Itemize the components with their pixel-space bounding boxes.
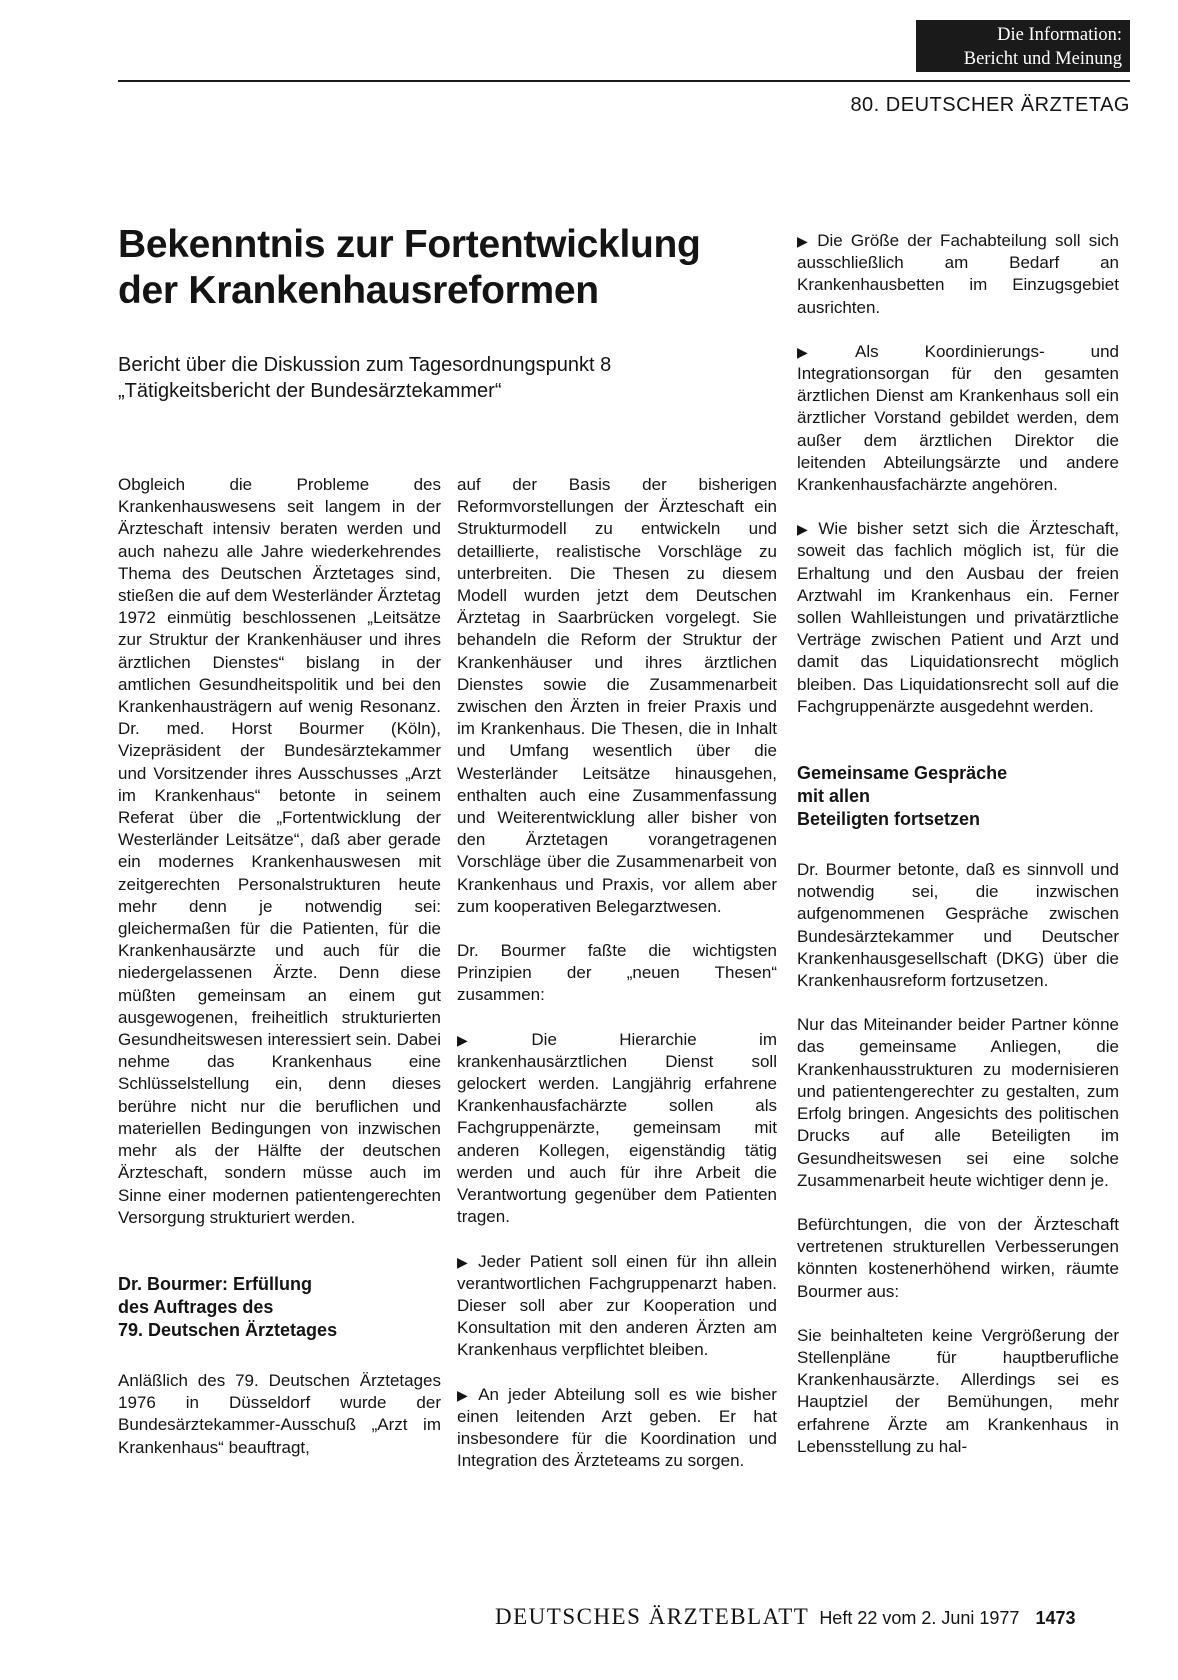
badge-line-2: Bericht und Meinung: [963, 49, 1122, 69]
bullet-text: Wie bisher setzt sich die Ärzteschaft, soweit das fachlich möglich ist, für die Erhaltung und den Ausbau der freien Arztwahl im Krankenhaus ein. Ferner sollen Wahlleistungen und privatärztliche Verträge zwischen Patient und Arzt und damit das Liquidationsrecht möglich bleiben. Das Liquidationsrecht soll auf die Fachgruppenärzte ausgedehnt werden.: [797, 519, 1119, 716]
paragraph: Nur das Miteinander beider Partner könne das gemeinsame Anliegen, die Krankenhausstrukturen zu modernisieren und patientengerechter zu gestalten, zum Erfolg bringen. Angesichts des politischen Drucks auf alle Beteiligten im Gesundheitswesen sei eine solche Zusammenarbeit heute wichtiger denn je.: [797, 1015, 1119, 1190]
subtitle-line-1: Bericht über die Diskussion zum Tagesordnungspunkt 8: [118, 354, 612, 376]
column-2: [457, 474, 777, 1472]
paragraph: Dr. Bourmer faßte die wichtigsten Prinzipien der „neuen Thesen“ zusammen:: [457, 941, 777, 1005]
triangle-bullet-icon: ▶: [457, 1386, 473, 1403]
column-3: [797, 230, 1119, 1458]
article-subtitle: [118, 352, 798, 404]
bullet-item: [457, 1029, 777, 1229]
badge-line-1: Die Information:: [997, 25, 1122, 45]
bullet-text: An jeder Abteilung soll es wie bisher einen leitenden Arzt geben. Er hat insbesondere für die Koordination und Integration des Ärzteteams zu sorgen.: [457, 1384, 777, 1471]
bullet-item: [457, 1251, 777, 1362]
paragraph: auf der Basis der bisherigen Reformvorstellungen der Ärzteschaft ein Strukturmodell zu entwickeln und detaillierte, realistische Vorschläge zu unterbreiten. Die Thesen zu diesem Modell wurden jetzt dem Deutschen Ärztetag in Saarbrücken vorgelegt. Sie behandeln die Reform der Struktur der Krankenhäuser und ihres ärztlichen Dienstes sowie die Zusammenarbeit zwischen den Ärzten in freier Praxis und im Krankenhaus. Die Thesen, die in Inhalt und Umfang wesentlich über die Westerländer Leitsätze hinausgehen, enthalten auch eine Zusammenfassung und Weiterentwicklung aller bisher von den Ärztetagen vorangetragenen Vorschläge über die Zusammenarbeit von Krankenhaus und Praxis, vor allem aber zum kooperativen Belegarztwesen.: [457, 475, 777, 916]
title-line-1: Bekenntnis zur Fortentwicklung: [118, 223, 701, 266]
bullet-item: [797, 518, 1119, 718]
subheading-line: Dr. Bourmer: Erfüllung: [118, 1273, 313, 1294]
bullet-item: [797, 341, 1119, 496]
subheading-line: mit allen: [797, 786, 871, 807]
paragraph: Sie beinhalteten keine Vergrößerung der Stellenpläne für hauptberufliche Krankenhausärzte. Allerdings sei es Hauptziel der Bemühungen, mehr erfahrene Ärzte am Krankenhaus in Lebensstellung zu hal-: [797, 1325, 1119, 1456]
subheading-line: Beteiligten fortsetzen: [797, 809, 981, 830]
paragraph: Dr. Bourmer betonte, daß es sinnvoll und notwendig sei, die inzwischen aufgenommenen Gespräche zwischen Bundesärztekammer und Deutscher Krankenhausgesellschaft (DKG) über die Krankenhausreform fortzusetzen.: [797, 860, 1119, 991]
magazine-name: DEUTSCHES ÄRZTEBLATT: [495, 1604, 810, 1629]
column-1: [118, 474, 441, 1459]
subheading: [118, 1273, 441, 1342]
subheading-line: Gemeinsame Gespräche: [797, 763, 1008, 784]
triangle-bullet-icon: ▶: [797, 343, 850, 360]
bullet-item: [457, 1384, 777, 1473]
page-footer: [495, 1604, 1130, 1630]
issue-info: Heft 22 vom 2. Juni 1977: [819, 1608, 1020, 1628]
section-badge: [916, 20, 1130, 72]
bullet-text: Als Koordinierungs- und Integrationsorgan für den gesamten ärztlichen Dienst am Krankenhaus soll ein ärztlicher Vorstand gebildet werden, dem außer dem ärztlichen Direktor die leitenden Abteilungsärzte und andere Krankenhausfachärzte angehören.: [797, 341, 1119, 495]
triangle-bullet-icon: ▶: [797, 233, 812, 249]
bullet-text: Die Hierarchie im krankenhausärztlichen Dienst soll gelockert werden. Langjährig erfahrene Krankenhausfachärzte sollen als Fachgruppenärzte, gemeinsam mit anderen Kollegen, eigenständig tätig werden und auch für ihre Arbeit die Verantwortung gegenüber dem Patienten tragen.: [457, 1029, 777, 1227]
page-number: 1473: [1035, 1608, 1076, 1628]
paragraph: Obgleich die Probleme des Krankenhauswesens seit langem in der Ärzteschaft intensiv beraten werden und auch nahezu alle Jahre wiederkehrendes Thema des Deutschen Ärztetages sind, stießen die auf dem Westerländer Ärztetag 1972 einmütig beschlossenen „Leitsätze zur Struktur der Krankenhäuser und ihres ärztlichen Dienstes“ bislang in der amtlichen Gesundheitspolitik und bei den Krankenhausträgern auf wenig Resonanz. Dr. med. Horst Bourmer (Köln), Vizepräsident der Bundesärztekammer und Vorsitzender ihres Ausschusses „Arzt im Krankenhaus“ betonte in seinem Referat über die „Fortentwicklung der Westerländer Leitsätze“, daß aber gerade ein modernes Krankenhauswesen mit zeitgerechten Personalstrukturen heute mehr denn je notwendig sei: gleichermaßen für die Patienten, für die Krankenhausärzte und auch für die niedergelassenen Ärzte. Denn diese müßten gemeinsam an einem gut ausgewogenen, freiheitlich strukturierten Gesundheitswesen interessiert sein. Dabei nehme das Krankenhaus eine Schlüsselstellung ein, denn dieses berühre nicht nur die beruflichen und materiellen Bedingungen von inzwischen mehr als der Hälfte der deutschen Ärzteschaft, sondern müsse auch im Sinne einer modernen patientengerechten Versorgung strukturiert werden.: [118, 475, 441, 1227]
subheading: [797, 762, 1119, 831]
article-title: [118, 222, 798, 314]
bullet-item: [797, 230, 1119, 319]
header-rule: [118, 80, 1130, 82]
triangle-bullet-icon: ▶: [457, 1031, 526, 1048]
title-line-2: der Krankenhausreformen: [118, 269, 599, 312]
subtitle-line-2: „Tätigkeitsbericht der Bundesärztekammer“: [118, 380, 502, 402]
paragraph: Befürchtungen, die von der Ärzteschaft vertretenen strukturellen Verbesserungen könnten kostenerhöhend wirken, räumte Bourmer aus:: [797, 1214, 1119, 1301]
paragraph: Anläßlich des 79. Deutschen Ärztetages 1976 in Düsseldorf wurde der Bundesärztekammer-Ausschuß „Arzt im Krankenhaus“ beauftragt,: [118, 1370, 441, 1457]
triangle-bullet-icon: ▶: [797, 521, 813, 538]
bullet-text: Jeder Patient soll einen für ihn allein verantwortlichen Fachgruppenarzt haben. Dieser soll aber zur Kooperation und Konsultation mit den anderen Ärzten am Krankenhaus verpflichtet bleiben.: [457, 1251, 777, 1360]
bullet-text: Die Größe der Fachabteilung soll sich ausschließlich am Bedarf an Krankenhausbetten im Einzugsgebiet ausrichten.: [797, 231, 1119, 317]
triangle-bullet-icon: ▶: [457, 1253, 473, 1270]
section-label: 80. DEUTSCHER ÄRZTETAG: [850, 94, 1130, 116]
subheading-line: des Auftrages des: [118, 1296, 274, 1317]
subheading-line: 79. Deutschen Ärztetages: [118, 1319, 338, 1340]
